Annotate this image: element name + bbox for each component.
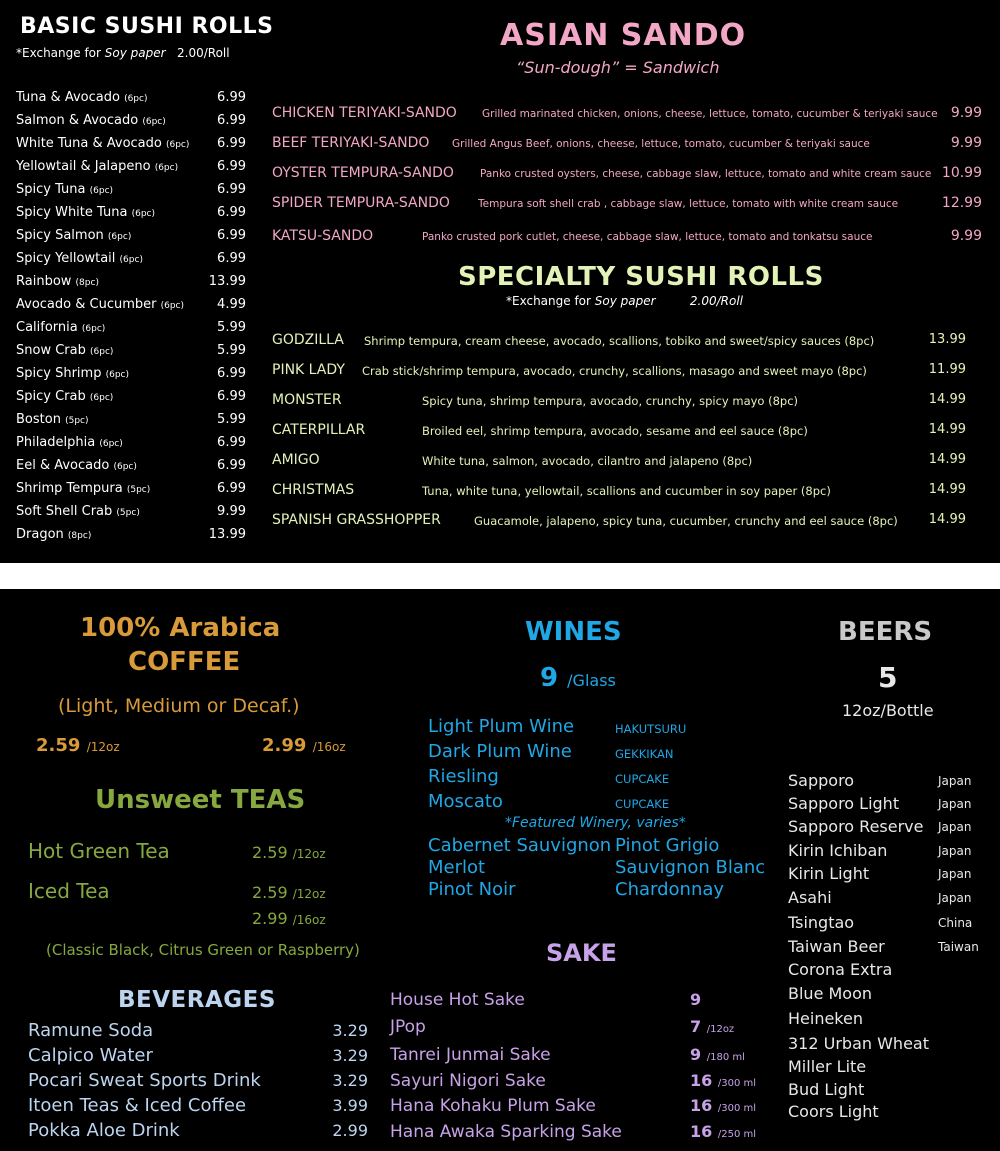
list-item: Spicy Shrimp (6pc) 6.99 <box>16 366 246 381</box>
list-item: PINK LADY Crab stick/shrimp tempura, avocado, crunchy, scallions, masago and sweet mayo (8pc) 11.99 <box>272 362 966 378</box>
list-item: Sapporo Light Japan <box>788 794 972 813</box>
list-item: MONSTER Spicy tuna, shrimp tempura, avocado, crunchy, spicy mayo (8pc) 14.99 <box>272 392 966 408</box>
list-item: Asahi Japan <box>788 888 972 907</box>
hot-tea-price: 2.59 /12oz <box>252 843 326 862</box>
list-item: Eel & Avocado (6pc) 6.99 <box>16 458 246 473</box>
list-item: Shrimp Tempura (5pc) 6.99 <box>16 481 246 496</box>
list-item: BEEF TERIYAKI-SANDO Grilled Angus Beef, onions, cheese, lettuce, tomato, cucumber & teriyaki sauce 9.99 <box>272 135 982 151</box>
wine-name: Moscato <box>428 791 503 812</box>
featured-winery-note: *Featured Winery, varies* <box>505 815 686 831</box>
list-item: Soft Shell Crab (5pc) 9.99 <box>16 504 246 519</box>
list-item: Hana Awaka Sparking Sake 16 /250 ml <box>390 1122 756 1142</box>
drinks-menu-board <box>0 589 1000 1151</box>
list-item: Miller Lite <box>788 1057 867 1076</box>
iced-tea-price-large: 2.99 /16oz <box>252 909 326 928</box>
list-item: White Tuna & Avocado (6pc) 6.99 <box>16 136 246 151</box>
featured-wine: Chardonnay <box>615 879 725 900</box>
wines-price: 9 /Glass <box>540 663 616 693</box>
list-item: CHRISTMAS Tuna, white tuna, yellowtail, scallions and cucumber in soy paper (8pc) 14.99 <box>272 482 966 498</box>
list-item: Spicy Crab (6pc) 6.99 <box>16 389 246 404</box>
food-menu-board <box>0 0 1000 563</box>
list-item: Yellowtail & Jalapeno (6pc) 6.99 <box>16 159 246 174</box>
list-item: Kirin Ichiban Japan <box>788 841 972 860</box>
list-item: Bud Light <box>788 1080 865 1099</box>
coffee-options: (Light, Medium or Decaf.) <box>58 695 300 717</box>
tea-flavors-note: (Classic Black, Citrus Green or Raspberry) <box>46 941 360 959</box>
list-item: CHICKEN TERIYAKI-SANDO Grilled marinated chicken, onions, cheese, lettuce, tomato, cucumber & teriyaki sauce 9.99 <box>272 105 982 121</box>
specialty-rolls-title: SPECIALTY SUSHI ROLLS <box>458 262 824 292</box>
list-item: Taiwan Beer Taiwan <box>788 937 979 956</box>
list-item: Kirin Light Japan <box>788 864 972 883</box>
list-item: Spicy Salmon (6pc) 6.99 <box>16 228 246 243</box>
wine-brand: CUPCAKE <box>615 797 670 811</box>
list-item: Sapporo Reserve Japan <box>788 817 972 836</box>
featured-wine: Sauvignon Blanc <box>615 857 766 878</box>
list-item: Corona Extra <box>788 960 893 979</box>
featured-wine: Pinot Noir <box>428 879 516 900</box>
coffee-title-line2: COFFEE <box>128 647 241 677</box>
list-item: CATERPILLAR Broiled eel, shrimp tempura, avocado, sesame and eel sauce (8pc) 14.99 <box>272 422 966 438</box>
list-item: Calpico Water 3.29 <box>28 1045 368 1066</box>
list-item: Pokka Aloe Drink 2.99 <box>28 1120 368 1141</box>
list-item: Spicy Yellowtail (6pc) 6.99 <box>16 251 246 266</box>
list-item: Blue Moon <box>788 984 873 1003</box>
list-item: California (6pc) 5.99 <box>16 320 246 335</box>
list-item: Boston (5pc) 5.99 <box>16 412 246 427</box>
sando-subtitle: “Sun-dough” = Sandwich <box>516 58 720 77</box>
list-item: 312 Urban Wheat <box>788 1034 929 1053</box>
list-item: Tuna & Avocado (6pc) 6.99 <box>16 90 246 105</box>
coffee-title-line1: 100% Arabica <box>80 613 281 643</box>
wines-title: WINES <box>525 617 622 647</box>
wine-brand: CUPCAKE <box>615 772 670 786</box>
list-item: Ramune Soda 3.29 <box>28 1020 368 1041</box>
wine-brand: GEKKIKAN <box>615 747 674 761</box>
wine-name: Riesling <box>428 766 499 787</box>
sando-title: ASIAN SANDO <box>500 18 747 53</box>
list-item: Itoen Teas & Iced Coffee 3.99 <box>28 1095 368 1116</box>
list-item: Tsingtao China <box>788 913 973 932</box>
basic-rolls-title: BASIC SUSHI ROLLS <box>20 14 274 39</box>
wine-brand: HAKUTSURU <box>615 722 687 736</box>
list-item: House Hot Sake 9 <box>390 990 702 1010</box>
list-item: GODZILLA Shrimp tempura, cream cheese, avocado, scallions, tobiko and sweet/spicy sauces (8pc) 13.99 <box>272 332 966 348</box>
list-item: OYSTER TEMPURA-SANDO Panko crusted oysters, cheese, cabbage slaw, lettuce, tomato and white cream sauce 10.99 <box>272 165 982 181</box>
list-item: Avocado & Cucumber (6pc) 4.99 <box>16 297 246 312</box>
list-item: Spicy Tuna (6pc) 6.99 <box>16 182 246 197</box>
sake-title: SAKE <box>546 939 617 967</box>
list-item: Dragon (8pc) 13.99 <box>16 527 246 542</box>
beers-unit: 12oz/Bottle <box>842 701 934 720</box>
basic-rolls-note: *Exchange for Soy paper 2.00/Roll <box>16 46 230 60</box>
list-item: SPIDER TEMPURA-SANDO Tempura soft shell crab , cabbage slaw, lettuce, tomato with white cream sauce 12.99 <box>272 195 982 211</box>
wine-name: Dark Plum Wine <box>428 741 572 762</box>
list-item: Sapporo Japan <box>788 771 972 790</box>
list-item: Philadelphia (6pc) 6.99 <box>16 435 246 450</box>
iced-tea-price-small: 2.59 /12oz <box>252 883 326 902</box>
featured-wine: Merlot <box>428 857 486 878</box>
coffee-price-large: 2.99 /16oz <box>262 735 346 756</box>
list-item: Tanrei Junmai Sake 9 /180 ml <box>390 1045 745 1065</box>
list-item: Snow Crab (6pc) 5.99 <box>16 343 246 358</box>
list-item: JPop 7 /12oz <box>390 1017 735 1037</box>
list-item: KATSU-SANDO Panko crusted pork cutlet, cheese, cabbage slaw, lettuce, tomato and tonkatsu sauce 9.99 <box>272 228 982 244</box>
beers-price: 5 <box>878 661 898 694</box>
wine-name: Light Plum Wine <box>428 716 575 737</box>
list-item: Salmon & Avocado (6pc) 6.99 <box>16 113 246 128</box>
list-item: Spicy White Tuna (6pc) 6.99 <box>16 205 246 220</box>
list-item: Hana Kohaku Plum Sake 16 /300 ml <box>390 1096 756 1116</box>
beers-title: BEERS <box>838 617 933 647</box>
teas-title: Unsweet TEAS <box>95 785 306 815</box>
featured-wine: Cabernet Sauvignon <box>428 835 612 856</box>
specialty-rolls-note: *Exchange for Soy paper 2.00/Roll <box>506 294 744 308</box>
beverages-title: BEVERAGES <box>118 987 276 1013</box>
list-item: Heineken <box>788 1009 863 1028</box>
list-item: AMIGO White tuna, salmon, avocado, cilantro and jalapeno (8pc) 14.99 <box>272 452 966 468</box>
list-item: Sayuri Nigori Sake 16 /300 ml <box>390 1071 756 1091</box>
list-item: SPANISH GRASSHOPPER Guacamole, jalapeno, spicy tuna, cucumber, crunchy and eel sauce (8pc) 14.99 <box>272 512 966 528</box>
iced-tea-name: Iced Tea <box>28 879 110 903</box>
hot-tea-name: Hot Green Tea <box>28 839 170 863</box>
list-item: Coors Light <box>788 1102 879 1121</box>
coffee-price-small: 2.59 /12oz <box>36 735 120 756</box>
featured-wine: Pinot Grigio <box>615 835 720 856</box>
list-item: Rainbow (8pc) 13.99 <box>16 274 246 289</box>
list-item: Pocari Sweat Sports Drink 3.29 <box>28 1070 368 1091</box>
